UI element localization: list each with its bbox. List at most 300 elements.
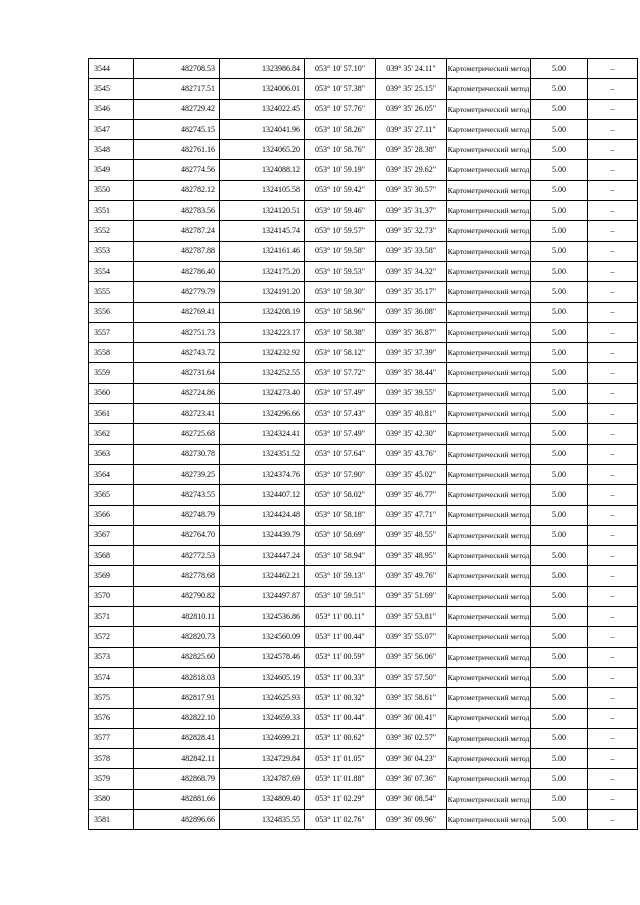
dash-cell: – (588, 119, 638, 139)
table-row (89, 505, 638, 525)
latitude-cell: 053° 10' 59.58" (305, 241, 376, 261)
y-coordinate-cell: 1324208.19 (220, 302, 305, 322)
method-cell: Картометрический метод (447, 383, 531, 403)
longitude-cell: 039° 35' 38.44" (376, 363, 447, 383)
x-coordinate-cell: 482724.86 (134, 383, 220, 403)
method-cell: Картометрический метод (447, 221, 531, 241)
y-coordinate-cell: 1324462.21 (220, 566, 305, 586)
dash-cell: – (588, 59, 638, 79)
point-number-cell: 3564 (89, 464, 134, 484)
x-coordinate-cell: 482745.15 (134, 119, 220, 139)
latitude-cell: 053° 10' 58.12" (305, 343, 376, 363)
y-coordinate-cell: 1324120.51 (220, 201, 305, 221)
x-coordinate-cell: 482748.79 (134, 505, 220, 525)
point-number-cell: 3578 (89, 749, 134, 769)
x-coordinate-cell: 482772.53 (134, 546, 220, 566)
dash-cell: – (588, 221, 638, 241)
longitude-cell: 039° 35' 30.57" (376, 180, 447, 200)
point-number-cell: 3553 (89, 241, 134, 261)
table-row (89, 769, 638, 789)
method-cell: Картометрический метод (447, 322, 531, 342)
y-coordinate-cell: 1324699.21 (220, 728, 305, 748)
x-coordinate-cell: 482739.25 (134, 464, 220, 484)
longitude-cell: 039° 35' 42.30" (376, 424, 447, 444)
dash-cell: – (588, 160, 638, 180)
y-coordinate-cell: 1324105.58 (220, 180, 305, 200)
y-coordinate-cell: 1324324.41 (220, 424, 305, 444)
x-coordinate-cell: 482786.40 (134, 261, 220, 281)
table-row (89, 99, 638, 119)
coordinates-table (88, 58, 638, 830)
table-row (89, 404, 638, 424)
method-cell: Картометрический метод (447, 180, 531, 200)
y-coordinate-cell: 1324161.46 (220, 241, 305, 261)
point-number-cell: 3548 (89, 140, 134, 160)
dash-cell: – (588, 566, 638, 586)
x-coordinate-cell: 482717.51 (134, 79, 220, 99)
x-coordinate-cell: 482787.88 (134, 241, 220, 261)
accuracy-cell: 5.00 (531, 302, 588, 322)
table-row (89, 160, 638, 180)
method-cell: Картометрический метод (447, 302, 531, 322)
accuracy-cell: 5.00 (531, 728, 588, 748)
latitude-cell: 053° 11' 02.29" (305, 789, 376, 809)
table-body (89, 59, 638, 830)
y-coordinate-cell: 1324578.46 (220, 647, 305, 667)
y-coordinate-cell: 1324424.48 (220, 505, 305, 525)
accuracy-cell: 5.00 (531, 261, 588, 281)
method-cell: Картометрический метод (447, 667, 531, 687)
accuracy-cell: 5.00 (531, 749, 588, 769)
longitude-cell: 039° 35' 26.05" (376, 99, 447, 119)
table-row (89, 647, 638, 667)
accuracy-cell: 5.00 (531, 667, 588, 687)
method-cell: Картометрический метод (447, 789, 531, 809)
y-coordinate-cell: 1324439.79 (220, 525, 305, 545)
longitude-cell: 039° 35' 35.17" (376, 282, 447, 302)
method-cell: Картометрический метод (447, 99, 531, 119)
point-number-cell: 3567 (89, 525, 134, 545)
table-row (89, 343, 638, 363)
accuracy-cell: 5.00 (531, 282, 588, 302)
x-coordinate-cell: 482778.68 (134, 566, 220, 586)
table-row (89, 789, 638, 809)
table-row (89, 688, 638, 708)
dash-cell: – (588, 464, 638, 484)
latitude-cell: 053° 10' 57.64" (305, 444, 376, 464)
latitude-cell: 053° 11' 00.11" (305, 607, 376, 627)
accuracy-cell: 5.00 (531, 160, 588, 180)
point-number-cell: 3560 (89, 383, 134, 403)
method-cell: Картометрический метод (447, 485, 531, 505)
point-number-cell: 3574 (89, 667, 134, 687)
latitude-cell: 053° 11' 00.59" (305, 647, 376, 667)
accuracy-cell: 5.00 (531, 485, 588, 505)
point-number-cell: 3571 (89, 607, 134, 627)
point-number-cell: 3575 (89, 688, 134, 708)
y-coordinate-cell: 1324232.92 (220, 343, 305, 363)
longitude-cell: 039° 35' 27.11" (376, 119, 447, 139)
x-coordinate-cell: 482896.66 (134, 809, 220, 829)
dash-cell: – (588, 728, 638, 748)
x-coordinate-cell: 482743.72 (134, 343, 220, 363)
longitude-cell: 039° 35' 40.81" (376, 404, 447, 424)
longitude-cell: 039° 35' 56.06" (376, 647, 447, 667)
accuracy-cell: 5.00 (531, 708, 588, 728)
latitude-cell: 053° 10' 57.38" (305, 79, 376, 99)
point-number-cell: 3576 (89, 708, 134, 728)
accuracy-cell: 5.00 (531, 79, 588, 99)
accuracy-cell: 5.00 (531, 464, 588, 484)
dash-cell: – (588, 261, 638, 281)
point-number-cell: 3546 (89, 99, 134, 119)
longitude-cell: 039° 35' 37.39" (376, 343, 447, 363)
x-coordinate-cell: 482787.24 (134, 221, 220, 241)
method-cell: Картометрический метод (447, 140, 531, 160)
dash-cell: – (588, 99, 638, 119)
accuracy-cell: 5.00 (531, 505, 588, 525)
latitude-cell: 053° 11' 02.76" (305, 809, 376, 829)
table-row (89, 607, 638, 627)
point-number-cell: 3544 (89, 59, 134, 79)
dash-cell: – (588, 201, 638, 221)
table-row (89, 627, 638, 647)
longitude-cell: 039° 35' 48.55" (376, 525, 447, 545)
y-coordinate-cell: 1324787.69 (220, 769, 305, 789)
longitude-cell: 039° 36' 07.36" (376, 769, 447, 789)
method-cell: Картометрический метод (447, 688, 531, 708)
longitude-cell: 039° 35' 32.73" (376, 221, 447, 241)
point-number-cell: 3565 (89, 485, 134, 505)
x-coordinate-cell: 482783.56 (134, 201, 220, 221)
longitude-cell: 039° 35' 36.87" (376, 322, 447, 342)
table-row (89, 485, 638, 505)
point-number-cell: 3552 (89, 221, 134, 241)
dash-cell: – (588, 586, 638, 606)
y-coordinate-cell: 1324088.12 (220, 160, 305, 180)
accuracy-cell: 5.00 (531, 383, 588, 403)
latitude-cell: 053° 10' 58.02" (305, 485, 376, 505)
point-number-cell: 3563 (89, 444, 134, 464)
method-cell: Картометрический метод (447, 627, 531, 647)
accuracy-cell: 5.00 (531, 566, 588, 586)
y-coordinate-cell: 1324374.76 (220, 464, 305, 484)
point-number-cell: 3577 (89, 728, 134, 748)
table-row (89, 728, 638, 748)
dash-cell: – (588, 383, 638, 403)
accuracy-cell: 5.00 (531, 241, 588, 261)
accuracy-cell: 5.00 (531, 221, 588, 241)
method-cell: Картометрический метод (447, 708, 531, 728)
longitude-cell: 039° 36' 00.41" (376, 708, 447, 728)
dash-cell: – (588, 79, 638, 99)
y-coordinate-cell: 1324006.01 (220, 79, 305, 99)
y-coordinate-cell: 1324447.24 (220, 546, 305, 566)
x-coordinate-cell: 482868.79 (134, 769, 220, 789)
table-row (89, 180, 638, 200)
longitude-cell: 039° 35' 57.50" (376, 667, 447, 687)
method-cell: Картометрический метод (447, 282, 531, 302)
longitude-cell: 039° 35' 51.69" (376, 586, 447, 606)
table-row (89, 586, 638, 606)
latitude-cell: 053° 10' 58.18" (305, 505, 376, 525)
dash-cell: – (588, 607, 638, 627)
method-cell: Картометрический метод (447, 809, 531, 829)
accuracy-cell: 5.00 (531, 525, 588, 545)
method-cell: Картометрический метод (447, 749, 531, 769)
longitude-cell: 039° 35' 47.71" (376, 505, 447, 525)
accuracy-cell: 5.00 (531, 59, 588, 79)
latitude-cell: 053° 10' 58.69" (305, 525, 376, 545)
accuracy-cell: 5.00 (531, 607, 588, 627)
longitude-cell: 039° 35' 49.76" (376, 566, 447, 586)
accuracy-cell: 5.00 (531, 322, 588, 342)
y-coordinate-cell: 1324729.84 (220, 749, 305, 769)
y-coordinate-cell: 1323986.84 (220, 59, 305, 79)
latitude-cell: 053° 10' 57.49" (305, 424, 376, 444)
latitude-cell: 053° 10' 57.76" (305, 99, 376, 119)
longitude-cell: 039° 35' 58.61" (376, 688, 447, 708)
longitude-cell: 039° 35' 28.38" (376, 140, 447, 160)
accuracy-cell: 5.00 (531, 99, 588, 119)
y-coordinate-cell: 1324191.20 (220, 282, 305, 302)
table-row (89, 221, 638, 241)
longitude-cell: 039° 35' 29.62" (376, 160, 447, 180)
longitude-cell: 039° 36' 02.57" (376, 728, 447, 748)
latitude-cell: 053° 10' 59.19" (305, 160, 376, 180)
table-row (89, 749, 638, 769)
table-row (89, 383, 638, 403)
latitude-cell: 053° 10' 58.38" (305, 322, 376, 342)
point-number-cell: 3569 (89, 566, 134, 586)
latitude-cell: 053° 11' 00.32" (305, 688, 376, 708)
y-coordinate-cell: 1324223.17 (220, 322, 305, 342)
method-cell: Картометрический метод (447, 566, 531, 586)
dash-cell: – (588, 424, 638, 444)
table-row (89, 708, 638, 728)
longitude-cell: 039° 35' 39.55" (376, 383, 447, 403)
method-cell: Картометрический метод (447, 79, 531, 99)
point-number-cell: 3559 (89, 363, 134, 383)
x-coordinate-cell: 482818.03 (134, 667, 220, 687)
y-coordinate-cell: 1324605.19 (220, 667, 305, 687)
dash-cell: – (588, 688, 638, 708)
accuracy-cell: 5.00 (531, 424, 588, 444)
longitude-cell: 039° 35' 43.76" (376, 444, 447, 464)
x-coordinate-cell: 482828.41 (134, 728, 220, 748)
latitude-cell: 053° 10' 59.57" (305, 221, 376, 241)
x-coordinate-cell: 482731.64 (134, 363, 220, 383)
x-coordinate-cell: 482725.68 (134, 424, 220, 444)
dash-cell: – (588, 708, 638, 728)
point-number-cell: 3555 (89, 282, 134, 302)
dash-cell: – (588, 546, 638, 566)
x-coordinate-cell: 482774.56 (134, 160, 220, 180)
latitude-cell: 053° 10' 57.43" (305, 404, 376, 424)
x-coordinate-cell: 482708.53 (134, 59, 220, 79)
method-cell: Картометрический метод (447, 728, 531, 748)
y-coordinate-cell: 1324296.66 (220, 404, 305, 424)
dash-cell: – (588, 180, 638, 200)
table-row (89, 59, 638, 79)
latitude-cell: 053° 10' 57.10" (305, 59, 376, 79)
y-coordinate-cell: 1324273.40 (220, 383, 305, 403)
table-row (89, 322, 638, 342)
dash-cell: – (588, 505, 638, 525)
dash-cell: – (588, 322, 638, 342)
longitude-cell: 039° 36' 04.23" (376, 749, 447, 769)
x-coordinate-cell: 482761.16 (134, 140, 220, 160)
method-cell: Картометрический метод (447, 241, 531, 261)
method-cell: Картометрический метод (447, 201, 531, 221)
accuracy-cell: 5.00 (531, 363, 588, 383)
point-number-cell: 3550 (89, 180, 134, 200)
latitude-cell: 053° 11' 00.33" (305, 667, 376, 687)
table-row (89, 546, 638, 566)
dash-cell: – (588, 140, 638, 160)
table-row (89, 201, 638, 221)
latitude-cell: 053° 10' 58.76" (305, 140, 376, 160)
method-cell: Картометрический метод (447, 404, 531, 424)
dash-cell: – (588, 363, 638, 383)
point-number-cell: 3573 (89, 647, 134, 667)
table-row (89, 525, 638, 545)
y-coordinate-cell: 1324809.40 (220, 789, 305, 809)
point-number-cell: 3558 (89, 343, 134, 363)
x-coordinate-cell: 482782.12 (134, 180, 220, 200)
latitude-cell: 053° 10' 59.13" (305, 566, 376, 586)
y-coordinate-cell: 1324065.20 (220, 140, 305, 160)
method-cell: Картометрический метод (447, 586, 531, 606)
table-row (89, 363, 638, 383)
accuracy-cell: 5.00 (531, 586, 588, 606)
method-cell: Картометрический метод (447, 525, 531, 545)
latitude-cell: 053° 11' 00.44" (305, 627, 376, 647)
table-row (89, 140, 638, 160)
point-number-cell: 3561 (89, 404, 134, 424)
longitude-cell: 039° 35' 24.11" (376, 59, 447, 79)
dash-cell: – (588, 647, 638, 667)
x-coordinate-cell: 482810.11 (134, 607, 220, 627)
y-coordinate-cell: 1324659.33 (220, 708, 305, 728)
method-cell: Картометрический метод (447, 464, 531, 484)
point-number-cell: 3557 (89, 322, 134, 342)
y-coordinate-cell: 1324041.96 (220, 119, 305, 139)
point-number-cell: 3551 (89, 201, 134, 221)
x-coordinate-cell: 482730.78 (134, 444, 220, 464)
table-row (89, 667, 638, 687)
accuracy-cell: 5.00 (531, 546, 588, 566)
point-number-cell: 3568 (89, 546, 134, 566)
dash-cell: – (588, 241, 638, 261)
method-cell: Картометрический метод (447, 444, 531, 464)
x-coordinate-cell: 482779.79 (134, 282, 220, 302)
x-coordinate-cell: 482729.42 (134, 99, 220, 119)
dash-cell: – (588, 444, 638, 464)
table-row (89, 261, 638, 281)
y-coordinate-cell: 1324252.55 (220, 363, 305, 383)
longitude-cell: 039° 35' 33.58" (376, 241, 447, 261)
table-row (89, 566, 638, 586)
dash-cell: – (588, 667, 638, 687)
x-coordinate-cell: 482881.66 (134, 789, 220, 809)
longitude-cell: 039° 35' 34.32" (376, 261, 447, 281)
dash-cell: – (588, 343, 638, 363)
longitude-cell: 039° 35' 45.02" (376, 464, 447, 484)
point-number-cell: 3554 (89, 261, 134, 281)
point-number-cell: 3572 (89, 627, 134, 647)
accuracy-cell: 5.00 (531, 647, 588, 667)
x-coordinate-cell: 482825.60 (134, 647, 220, 667)
latitude-cell: 053° 10' 58.94" (305, 546, 376, 566)
y-coordinate-cell: 1324625.93 (220, 688, 305, 708)
y-coordinate-cell: 1324536.86 (220, 607, 305, 627)
latitude-cell: 053° 11' 00.62" (305, 728, 376, 748)
point-number-cell: 3545 (89, 79, 134, 99)
method-cell: Картометрический метод (447, 647, 531, 667)
point-number-cell: 3556 (89, 302, 134, 322)
y-coordinate-cell: 1324145.74 (220, 221, 305, 241)
accuracy-cell: 5.00 (531, 201, 588, 221)
y-coordinate-cell: 1324175.20 (220, 261, 305, 281)
dash-cell: – (588, 525, 638, 545)
longitude-cell: 039° 35' 48.95" (376, 546, 447, 566)
accuracy-cell: 5.00 (531, 343, 588, 363)
dash-cell: – (588, 789, 638, 809)
longitude-cell: 039° 36' 08.54" (376, 789, 447, 809)
latitude-cell: 053° 10' 59.51" (305, 586, 376, 606)
accuracy-cell: 5.00 (531, 404, 588, 424)
dash-cell: – (588, 749, 638, 769)
method-cell: Картометрический метод (447, 505, 531, 525)
longitude-cell: 039° 35' 53.81" (376, 607, 447, 627)
point-number-cell: 3580 (89, 789, 134, 809)
x-coordinate-cell: 482842.11 (134, 749, 220, 769)
accuracy-cell: 5.00 (531, 809, 588, 829)
x-coordinate-cell: 482769.41 (134, 302, 220, 322)
accuracy-cell: 5.00 (531, 789, 588, 809)
table-row (89, 809, 638, 829)
dash-cell: – (588, 302, 638, 322)
table-row (89, 424, 638, 444)
latitude-cell: 053° 11' 01.88" (305, 769, 376, 789)
accuracy-cell: 5.00 (531, 627, 588, 647)
latitude-cell: 053° 11' 00.44" (305, 708, 376, 728)
latitude-cell: 053° 10' 59.53" (305, 261, 376, 281)
point-number-cell: 3581 (89, 809, 134, 829)
x-coordinate-cell: 482820.73 (134, 627, 220, 647)
point-number-cell: 3570 (89, 586, 134, 606)
point-number-cell: 3549 (89, 160, 134, 180)
dash-cell: – (588, 485, 638, 505)
method-cell: Картометрический метод (447, 343, 531, 363)
longitude-cell: 039° 35' 25.15" (376, 79, 447, 99)
accuracy-cell: 5.00 (531, 688, 588, 708)
point-number-cell: 3547 (89, 119, 134, 139)
method-cell: Картометрический метод (447, 769, 531, 789)
accuracy-cell: 5.00 (531, 769, 588, 789)
method-cell: Картометрический метод (447, 424, 531, 444)
table-row (89, 464, 638, 484)
latitude-cell: 053° 10' 59.42" (305, 180, 376, 200)
y-coordinate-cell: 1324407.12 (220, 485, 305, 505)
method-cell: Картометрический метод (447, 261, 531, 281)
latitude-cell: 053° 11' 01.05" (305, 749, 376, 769)
latitude-cell: 053° 10' 59.30" (305, 282, 376, 302)
dash-cell: – (588, 809, 638, 829)
dash-cell: – (588, 769, 638, 789)
x-coordinate-cell: 482817.91 (134, 688, 220, 708)
